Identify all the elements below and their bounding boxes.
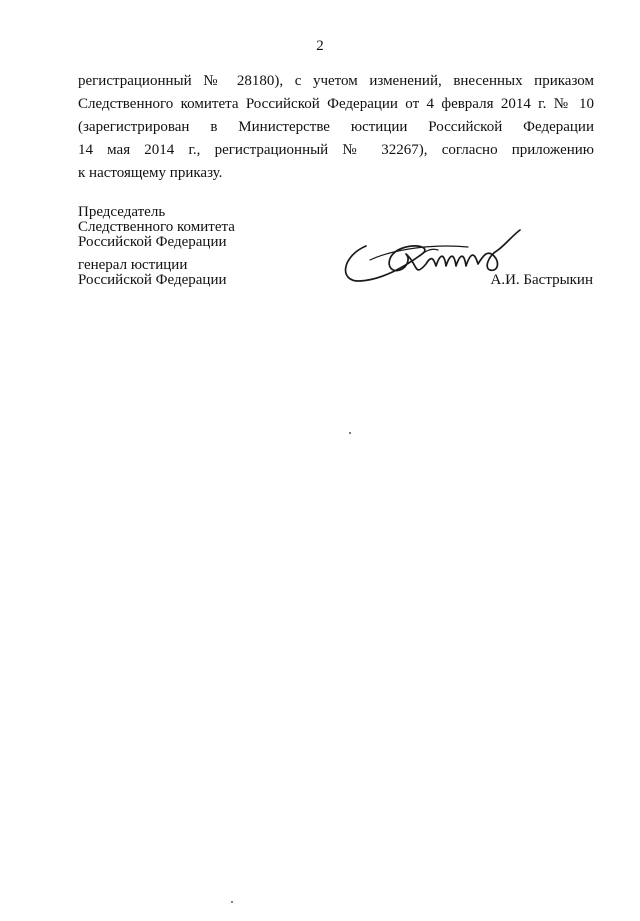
scan-speck — [231, 901, 233, 903]
body-paragraph — [78, 70, 594, 185]
body-line: к настоящему приказу. — [78, 165, 223, 181]
signer-rank — [78, 258, 338, 288]
body-line: регистрационный № 28180), с учетом изменений, внесенных приказом — [78, 73, 594, 89]
rank-line: генерал юстиции — [78, 257, 188, 273]
signer-position — [78, 205, 338, 250]
rank-line: Российской Федерации — [78, 272, 227, 288]
body-line: Следственного комитета Российской Федерации от 4 февраля 2014 г. № 10 — [78, 96, 594, 112]
page-number: 2 — [316, 38, 324, 54]
body-line: 14 мая 2014 г., регистрационный № 32267), согласно приложению — [78, 142, 594, 158]
body-line: (зарегистрирован в Министерстве юстиции Российской Федерации — [78, 119, 594, 135]
scan-speck — [349, 432, 351, 434]
position-line: Российской Федерации — [78, 234, 227, 250]
signer-name: А.И. Бастрыкин — [490, 272, 593, 288]
position-line: Следственного комитета — [78, 219, 235, 235]
position-line: Председатель — [78, 204, 166, 220]
